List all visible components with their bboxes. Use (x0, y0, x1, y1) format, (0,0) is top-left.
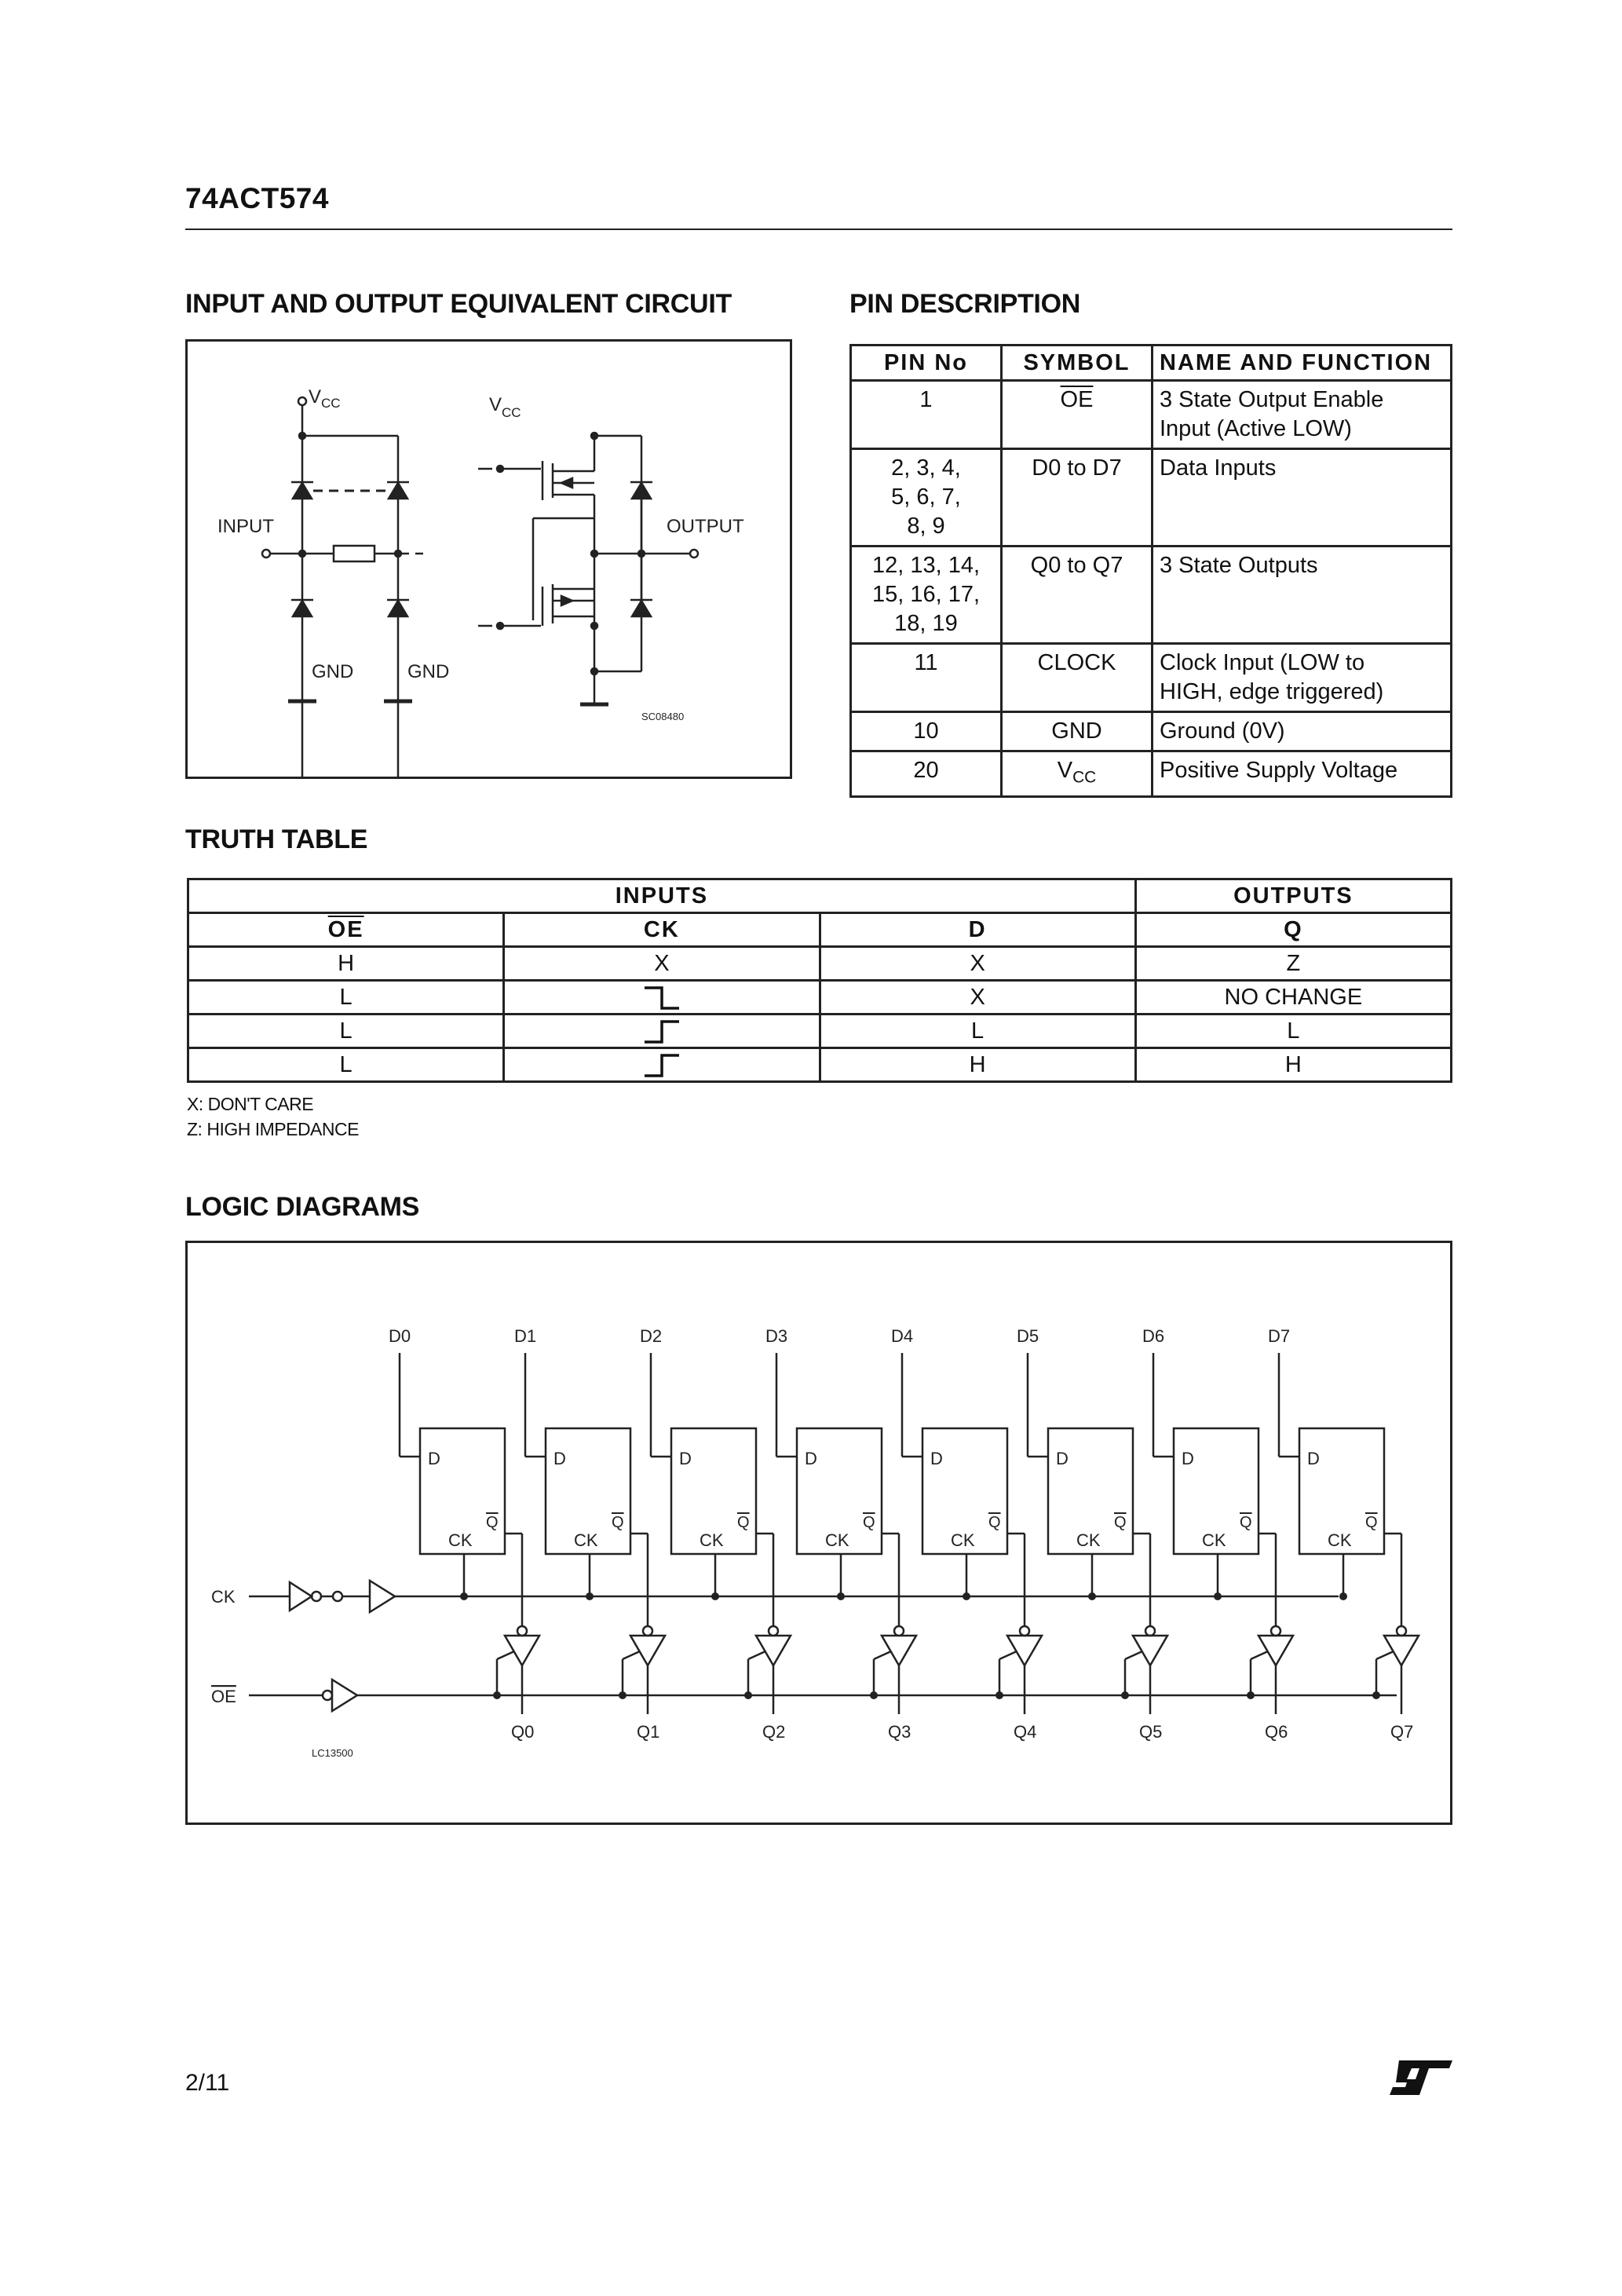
vcc-terminal-left (298, 397, 306, 405)
d-input-label: D0 (389, 1326, 411, 1346)
function-cell: Ground (0V) (1153, 712, 1452, 751)
equivalent-circuit-box (185, 339, 792, 779)
inverter-bubble-icon (1020, 1626, 1029, 1636)
vcc-label-left: V (309, 386, 322, 408)
svg-text:ST: ST (1388, 2057, 1390, 2058)
ck-buffer-icon (370, 1581, 395, 1612)
truth-group-row (188, 879, 1452, 913)
page-number: 2/11 (185, 2070, 230, 2096)
tristate-buffer-icon (1384, 1636, 1419, 1665)
diode-icon (389, 483, 407, 499)
table-row (188, 981, 1452, 1015)
junction-dot (1121, 1691, 1129, 1699)
junction-dot (1372, 1691, 1380, 1699)
junction-dot (963, 1592, 970, 1600)
table-row (851, 381, 1452, 449)
symbol-cell: Q0 to Q7 (1002, 547, 1153, 644)
d-input-label: D7 (1268, 1326, 1291, 1346)
tristate-buffer-icon (505, 1636, 539, 1665)
d-input-label: D6 (1142, 1326, 1165, 1346)
ff-ck-label: CK (825, 1530, 849, 1550)
junction-dot (995, 1691, 1003, 1699)
equivalent-circuit-diagram (188, 342, 790, 777)
gnd-label-mid: GND (407, 661, 450, 682)
ff-ck-label: CK (1202, 1530, 1226, 1550)
function-cell: Positive Supply Voltage (1153, 751, 1452, 797)
inverter-bubble-icon (1397, 1626, 1406, 1636)
junction-dot (711, 1592, 719, 1600)
logic-diagram-heading: LOGIC DIAGRAMS (185, 1192, 420, 1222)
tristate-buffer-icon (630, 1636, 665, 1665)
note-high-impedance: Z: HIGH IMPEDANCE (187, 1119, 359, 1139)
enable-wire (874, 1651, 891, 1659)
outputs-group-header: OUTPUTS (1135, 879, 1451, 913)
junction-dot (837, 1592, 845, 1600)
ff-qbar-label: Q (486, 1514, 499, 1531)
junction-dot (870, 1691, 878, 1699)
symbol-cell: $V_{CC}$ (1002, 751, 1153, 797)
rising-edge-icon (641, 1052, 682, 1079)
ff-ck-label: CK (1328, 1530, 1352, 1550)
q-output-label: Q5 (1139, 1722, 1163, 1742)
ff-d-label: D (805, 1449, 817, 1468)
truth-table (187, 878, 1452, 1083)
diode-icon (389, 601, 407, 616)
ff-qbar-label: Q (1365, 1514, 1378, 1531)
symbol-cell: $\overline{OE}$ (1002, 381, 1153, 449)
d-cell: H (820, 1048, 1135, 1082)
ff-d-label: D (1056, 1449, 1069, 1468)
ck-inverter-icon (290, 1582, 312, 1610)
output-terminal (690, 550, 698, 558)
col-header-function: NAME AND FUNCTION (1153, 345, 1452, 381)
ff-ck-label: CK (951, 1530, 975, 1550)
circuit-heading: INPUT AND OUTPUT EQUIVALENT CIRCUIT (185, 289, 732, 319)
truth-column-row (188, 913, 1452, 947)
q-output-label: Q4 (1014, 1722, 1037, 1742)
svg-text:CC: CC (321, 396, 341, 411)
oe-cell: L (188, 1048, 504, 1082)
tristate-buffer-icon (1007, 1636, 1042, 1665)
logic-code: LC13500 (312, 1747, 353, 1759)
junction-dot (460, 1592, 468, 1600)
vcc-label-right: V (489, 394, 502, 415)
table-row (851, 449, 1452, 547)
junction-dot (1247, 1691, 1255, 1699)
table-row (188, 1048, 1452, 1082)
ff-d-label: D (679, 1449, 692, 1468)
diode-icon (632, 601, 651, 616)
input-terminal (262, 550, 270, 558)
input-label: INPUT (217, 516, 274, 537)
q-output-label: Q3 (888, 1722, 911, 1742)
diode-icon (293, 483, 312, 499)
pin-cell: 12, 13, 14, 15, 16, 17, 18, 19 (851, 547, 1002, 644)
ff-d-label: D (1182, 1449, 1194, 1468)
enable-wire (623, 1651, 640, 1659)
pin-description-heading: PIN DESCRIPTION (849, 289, 1080, 319)
enable-wire (748, 1651, 765, 1659)
q-cell: H (1135, 1048, 1451, 1082)
ff-ck-label: CK (1076, 1530, 1101, 1550)
junction-dot (619, 1691, 627, 1699)
inverter-bubble-icon (1145, 1626, 1155, 1636)
document-title: 74ACT574 (185, 182, 329, 214)
q-cell: L (1135, 1015, 1451, 1048)
pin-cell: 1 (851, 381, 1002, 449)
oe-input-label: OE (211, 1687, 236, 1706)
pin-description-table (849, 344, 1452, 798)
tristate-buffer-icon (1259, 1636, 1293, 1665)
diode-icon (632, 483, 651, 499)
junction-dot (493, 1691, 501, 1699)
d-input-label: D3 (765, 1326, 788, 1346)
inverter-bubble-icon (894, 1626, 904, 1636)
q-output-label: Q6 (1265, 1722, 1288, 1742)
function-cell: 3 State Output Enable Input (Active LOW) (1153, 381, 1452, 449)
diode-icon (293, 601, 312, 616)
oe-cell: L (188, 981, 504, 1015)
ff-qbar-label: Q (737, 1514, 750, 1531)
symbol-cell: GND (1002, 712, 1153, 751)
d-input-label: D4 (891, 1326, 914, 1346)
falling-edge-icon (641, 985, 682, 1011)
col-header-d: D (820, 913, 1135, 947)
tristate-buffer-icon (1133, 1636, 1167, 1665)
col-header-pin: PIN No (851, 345, 1002, 381)
header-rule (185, 229, 1452, 230)
ff-ck-label: CK (700, 1530, 724, 1550)
truth-table-heading: TRUTH TABLE (185, 824, 368, 854)
rising-edge-icon (641, 1018, 682, 1045)
oe-cell: L (188, 1015, 504, 1048)
ck-cell (504, 1015, 820, 1048)
output-label: OUTPUT (667, 516, 744, 537)
col-header-oe: $\overline{OE}$ (188, 913, 504, 947)
q-cell: Z (1135, 947, 1451, 981)
symbol-cell: CLOCK (1002, 644, 1153, 712)
tristate-buffer-icon (882, 1636, 916, 1665)
d-cell: X (820, 947, 1135, 981)
ff-qbar-label: Q (612, 1514, 624, 1531)
function-cell: Clock Input (LOW to HIGH, edge triggered) (1153, 644, 1452, 712)
d-cell: X (820, 981, 1135, 1015)
enable-wire (1251, 1651, 1268, 1659)
junction-dot (1088, 1592, 1096, 1600)
q-output-label: Q0 (511, 1722, 535, 1742)
table-row (851, 547, 1452, 644)
ff-ck-label: CK (574, 1530, 598, 1550)
q-cell: NO CHANGE (1135, 981, 1451, 1015)
pin-cell: 20 (851, 751, 1002, 797)
ff-ck-label: CK (448, 1530, 473, 1550)
inverter-bubble-icon (769, 1626, 778, 1636)
ff-d-label: D (930, 1449, 943, 1468)
pin-cell: 2, 3, 4, 5, 6, 7, 8, 9 (851, 449, 1002, 547)
oe-cell: H (188, 947, 504, 981)
junction-dot (744, 1691, 752, 1699)
q-output-label: Q1 (637, 1722, 660, 1742)
table-row (188, 947, 1452, 981)
resistor-icon (334, 546, 374, 561)
enable-wire (1125, 1651, 1142, 1659)
pin-cell: 11 (851, 644, 1002, 712)
pin-table-header-row (851, 345, 1452, 381)
inputs-group-header: INPUTS (188, 879, 1136, 913)
enable-wire (497, 1651, 514, 1659)
col-header-symbol: SYMBOL (1002, 345, 1153, 381)
junction-dot (586, 1592, 594, 1600)
inverter-bubble-icon (643, 1626, 652, 1636)
ck-input-label: CK (211, 1587, 236, 1607)
table-row (851, 751, 1452, 797)
ff-qbar-label: Q (1240, 1514, 1252, 1531)
ff-qbar-label: Q (863, 1514, 875, 1531)
table-row (851, 712, 1452, 751)
gnd-label-left: GND (312, 661, 354, 682)
table-row (851, 644, 1452, 712)
logic-diagram (188, 1243, 1450, 1823)
symbol-cell: D0 to D7 (1002, 449, 1153, 547)
tristate-buffer-icon (756, 1636, 791, 1665)
table-row (188, 1015, 1452, 1048)
enable-wire (1376, 1651, 1394, 1659)
logic-diagram-box (185, 1241, 1452, 1825)
ff-qbar-label: Q (1114, 1514, 1127, 1531)
inverter-bubble-icon (1271, 1626, 1280, 1636)
ff-d-label: D (1307, 1449, 1320, 1468)
ck-cell (504, 1048, 820, 1082)
q-output-label: Q2 (762, 1722, 786, 1742)
inverter-bubble-icon (517, 1626, 527, 1636)
d-input-label: D5 (1017, 1326, 1039, 1346)
function-cell: 3 State Outputs (1153, 547, 1452, 644)
col-header-q: Q (1135, 913, 1451, 947)
st-logo-icon (1388, 2057, 1454, 2098)
junction-dot (1214, 1592, 1222, 1600)
enable-wire (999, 1651, 1017, 1659)
d-input-label: D1 (514, 1326, 537, 1346)
pin-cell: 10 (851, 712, 1002, 751)
note-dont-care: X: DON'T CARE (187, 1094, 314, 1114)
junction-dot (1339, 1592, 1347, 1600)
d-input-label: D2 (640, 1326, 663, 1346)
svg-text:CC: CC (502, 405, 521, 420)
oe-buffer-icon (332, 1680, 357, 1711)
function-cell: Data Inputs (1153, 449, 1452, 547)
ff-d-label: D (553, 1449, 566, 1468)
d-cell: L (820, 1015, 1135, 1048)
ck-cell: X (504, 947, 820, 981)
ck-cell (504, 981, 820, 1015)
ff-qbar-label: Q (988, 1514, 1001, 1531)
col-header-ck: CK (504, 913, 820, 947)
circuit-code: SC08480 (641, 711, 685, 722)
q-output-label: Q7 (1390, 1722, 1414, 1742)
ff-d-label: D (428, 1449, 440, 1468)
